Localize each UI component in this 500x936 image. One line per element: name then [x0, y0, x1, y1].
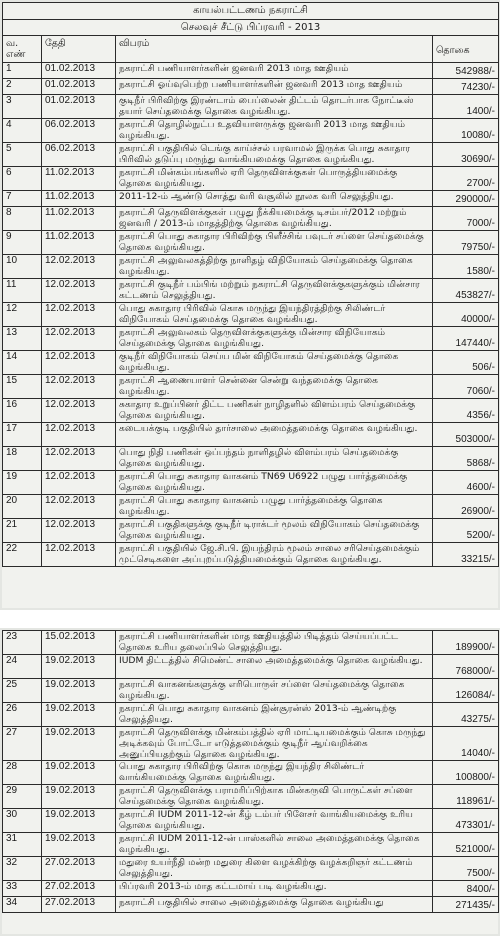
row-description: சுகாதார உறுப்பினர் திட்ட பணிகள் நாழிதளில் விளம்பரம் செய்தமைக்கு தொகை வழங்கியது.: [116, 399, 433, 423]
row-amount: 14040/-: [433, 727, 499, 761]
row-date: 19.02.2013: [42, 785, 116, 809]
row-amount: 33215/-: [433, 543, 499, 567]
row-description: 2011-12-ம் ஆண்டு சொத்து வரி வசூலில் நூலக வரி செலுத்தியது.: [116, 191, 433, 207]
row-date: 19.02.2013: [42, 655, 116, 679]
row-description: குடிநீர் பிரிவிற்கு இரண்டாம் பைப்லைன் திட்டம் தொடர்பாக நோட்டீஸ் தயார் செய்தமைக்கு தொகை வழங்கியது.: [116, 95, 433, 119]
row-description: நகராட்சி ஓய்வுபெற்ற பணியாளர்களின் ஜனவரி 2013 மாத ஊதியம்: [116, 79, 433, 95]
row-amount: 5868/-: [433, 447, 499, 471]
row-date: 15.02.2013: [42, 631, 116, 655]
row-description: நகராட்சி பணியாளர்களின் மாத ஊதியத்தில் பிடித்தம் செய்யப்பட்ட தொகை உரிய தலைப்பில் செலுத்தியது.: [116, 631, 433, 655]
table-row: [3, 519, 499, 543]
row-number: 2: [3, 79, 42, 95]
row-date: 12.02.2013: [42, 351, 116, 375]
row-description: நகராட்சி குடிநீர் பம்பிங் மற்றும் நகராட்சி தெருவிளக்குகளுக்கும் மின்சார கட்டணம் செலுத்தியது.: [116, 279, 433, 303]
row-amount: 30690/-: [433, 143, 499, 167]
row-amount: 7060/-: [433, 375, 499, 399]
row-date: 01.02.2013: [42, 95, 116, 119]
row-date: 12.02.2013: [42, 255, 116, 279]
table-row: [3, 399, 499, 423]
col-header-no: வ. எண்: [3, 36, 42, 63]
col-header-desc: விபரம்: [116, 36, 433, 63]
row-amount: 473301/-: [433, 809, 499, 833]
table-row: [3, 897, 499, 913]
row-date: 01.02.2013: [42, 79, 116, 95]
row-number: 32: [3, 857, 42, 881]
row-date: 12.02.2013: [42, 423, 116, 447]
row-description: மதுரை உயர்நீதி மன்ற மதுரை கிளை வழக்கிற்கு வழக்கறிஞர் கட்டணம் செலுத்தியது.: [116, 857, 433, 881]
row-date: 12.02.2013: [42, 471, 116, 495]
row-description: நகராட்சி பொது சுகாதார வாகனம் TN69 U6922 பழுது பார்த்தமைக்கு தொகை வழங்கியது.: [116, 471, 433, 495]
row-number: 3: [3, 95, 42, 119]
expense-table-continued: [2, 630, 499, 913]
row-date: 19.02.2013: [42, 679, 116, 703]
table-row: [3, 191, 499, 207]
row-description: நகராட்சி பகுதியில் சாலை அமைத்தமைக்கு தொகை வழங்கியது: [116, 897, 433, 913]
row-amount: 271435/-: [433, 897, 499, 913]
row-date: 06.02.2013: [42, 143, 116, 167]
table-row: [3, 785, 499, 809]
row-number: 18: [3, 447, 42, 471]
row-date: 11.02.2013: [42, 191, 116, 207]
row-amount: 8400/-: [433, 881, 499, 897]
row-description: நகராட்சி வாகனங்களுக்கு எரிபொருள் சப்ளை செய்தமைக்கு தொகை வழங்கியது.: [116, 679, 433, 703]
municipality-title: காயல்பட்டணம் நகராட்சி: [3, 3, 499, 20]
row-date: 19.02.2013: [42, 703, 116, 727]
row-date: 12.02.2013: [42, 495, 116, 519]
row-number: 10: [3, 255, 42, 279]
row-date: 12.02.2013: [42, 399, 116, 423]
row-amount: 4600/-: [433, 471, 499, 495]
row-number: 21: [3, 519, 42, 543]
row-number: 25: [3, 679, 42, 703]
row-description: IUDM திட்டத்தில் சிமெண்ட் சாலை அமைத்தமைக்கு தொகை வழங்கியது.: [116, 655, 433, 679]
row-description: கடையக்குடி பகுதியில் தார்சாலை அமைத்தமைக்கு தொகை வழங்கியது.: [116, 423, 433, 447]
row-number: 11: [3, 279, 42, 303]
row-amount: 43275/-: [433, 703, 499, 727]
row-date: 12.02.2013: [42, 327, 116, 351]
row-description: நகராட்சி தெருவிளக்கு மின்கம்பத்தில் ஏரி மாட்டியமைக்கும் கொசு மருந்து அடிக்கவும் போட்டோ எடுத்தமைக்கும் குடிநீர் ஆய்வறிக்கை அனுப்பியதற்கும் தொகை வழங்கியது.: [116, 727, 433, 761]
row-number: 27: [3, 727, 42, 761]
row-amount: 768000/-: [433, 655, 499, 679]
row-number: 9: [3, 231, 42, 255]
row-description: நகராட்சி தொழில்நுட்ப உதவியாளருக்கு ஜனவரி 2013 மாத ஊதியம் வழங்கியது.: [116, 119, 433, 143]
table-row: [3, 679, 499, 703]
row-amount: 7000/-: [433, 207, 499, 231]
row-date: 19.02.2013: [42, 833, 116, 857]
row-date: 12.02.2013: [42, 279, 116, 303]
table-row: [3, 119, 499, 143]
row-date: 11.02.2013: [42, 167, 116, 191]
row-amount: 1580/-: [433, 255, 499, 279]
row-date: 12.02.2013: [42, 447, 116, 471]
row-description: நகராட்சி பகுதிகளுக்கு குடிநீர் டிராக்டர் மூலம் விநியோகம் செய்தமைக்கு தொகை வழங்கியது.: [116, 519, 433, 543]
table-row: [3, 809, 499, 833]
row-date: 12.02.2013: [42, 519, 116, 543]
table-row: [3, 143, 499, 167]
table-row: [3, 231, 499, 255]
table-row: [3, 207, 499, 231]
row-description: நகராட்சி பகுதியில் டெங்கு காய்ச்சல் பரவாமல் இருக்க பொது சுகாதார பிரிவில் தடுப்பு மருந்து வாங்கியமைக்கு தொகை வழங்கியது.: [116, 143, 433, 167]
row-number: 12: [3, 303, 42, 327]
table-row: [3, 655, 499, 679]
row-amount: 521000/-: [433, 833, 499, 857]
table-row: [3, 543, 499, 567]
table-row: [3, 255, 499, 279]
row-amount: 26900/-: [433, 495, 499, 519]
table-row: [3, 95, 499, 119]
row-number: 13: [3, 327, 42, 351]
row-amount: 147440/-: [433, 327, 499, 351]
row-date: 19.02.2013: [42, 809, 116, 833]
ledger-sheet-bottom: [2, 630, 498, 934]
row-number: 15: [3, 375, 42, 399]
row-amount: 4356/-: [433, 399, 499, 423]
row-amount: 100800/-: [433, 761, 499, 785]
expense-table: [2, 2, 499, 567]
row-number: 6: [3, 167, 42, 191]
row-date: 12.02.2013: [42, 543, 116, 567]
row-number: 7: [3, 191, 42, 207]
table-row: [3, 303, 499, 327]
row-description: பொது சுகாதார பிரிவில் கொசு மருந்து இயந்திரத்திற்கு சிலிண்டர் விநியோகம் செய்தமைக்கு தொகை வழங்கியது.: [116, 303, 433, 327]
row-number: 33: [3, 881, 42, 897]
row-date: 06.02.2013: [42, 119, 116, 143]
row-number: 4: [3, 119, 42, 143]
table-row: [3, 471, 499, 495]
row-number: 23: [3, 631, 42, 655]
row-description: நகராட்சி தெருவிளக்கு பராமரிப்பிற்காக மின்கருவி பொருட்கள் சப்ளை செய்தமைக்கு தொகை வழங்கியது.: [116, 785, 433, 809]
row-date: 11.02.2013: [42, 231, 116, 255]
row-number: 29: [3, 785, 42, 809]
row-date: 12.02.2013: [42, 375, 116, 399]
table-row: [3, 79, 499, 95]
row-amount: 5200/-: [433, 519, 499, 543]
row-date: 27.02.2013: [42, 897, 116, 913]
row-description: நகராட்சி IUDM 2011-12-ன் பாஸ்களில் சாலை அமைத்தமைக்கு தொகை வழங்கியது.: [116, 833, 433, 857]
row-amount: 506/-: [433, 351, 499, 375]
row-description: பிப்ரவரி 2013-ம் மாத கட்டமாய் படி வழங்கியது.: [116, 881, 433, 897]
row-number: 30: [3, 809, 42, 833]
row-description: நகராட்சி ஆணையாளர் சென்னை சென்று வந்தமைக்கு தொகை வழங்கியது.: [116, 375, 433, 399]
row-number: 8: [3, 207, 42, 231]
row-amount: 1400/-: [433, 95, 499, 119]
row-number: 5: [3, 143, 42, 167]
row-date: 27.02.2013: [42, 857, 116, 881]
table-row: [3, 423, 499, 447]
row-number: 22: [3, 543, 42, 567]
row-description: நகராட்சி அலுவலகம் தெருவிளக்குகளுக்கு மின்சார விநியோகம் செய்தமைக்கு தொகை வழங்கியது.: [116, 327, 433, 351]
table-row: [3, 351, 499, 375]
row-description: நகராட்சி பொது சுகாதார வாகனம் இன்சூரன்ஸ் 2013-ம் ஆண்டிற்கு செலுத்தியது.: [116, 703, 433, 727]
table-row: [3, 833, 499, 857]
table-row: [3, 727, 499, 761]
row-description: நகராட்சி பணியாளர்களின் ஜனவரி 2013 மாத ஊதியம்: [116, 63, 433, 79]
row-description: நகராட்சி IUDM 2011-12-ன் கீழ் டம்பர் பிளேசர் வாங்கியமைக்கு உரிய தொகை வழங்கியது.: [116, 809, 433, 833]
table-row: [3, 857, 499, 881]
row-amount: 453827/-: [433, 279, 499, 303]
table-row: [3, 761, 499, 785]
row-date: 01.02.2013: [42, 63, 116, 79]
row-number: 19: [3, 471, 42, 495]
table-row: [3, 327, 499, 351]
page-gap: [0, 610, 500, 628]
table-row: [3, 279, 499, 303]
table-row: [3, 63, 499, 79]
report-subtitle: செலவுச் சீட்டு பிப்ரவரி - 2013: [3, 20, 499, 36]
row-amount: 503000/-: [433, 423, 499, 447]
row-description: நகராட்சி பொது சுகாதார வாகனம் பழுது பார்த்தமைக்கு தொகை வழங்கியது.: [116, 495, 433, 519]
table-row: [3, 447, 499, 471]
row-description: நகராட்சி பகுதியில் ஜே.சி.பி. இயந்திரம் மூலம் சாலை சரிசெய்தமைக்கும் முட்செடிகளை அப்புறப்படுத்தியமைக்கும் தொகை வழங்கியது.: [116, 543, 433, 567]
table-row: [3, 703, 499, 727]
row-date: 12.02.2013: [42, 303, 116, 327]
row-description: குடிநீர் விநியோகம் செய்ய மின் விநியோகம் செய்தமைக்கு தொகை வழங்கியது.: [116, 351, 433, 375]
row-amount: 290000/-: [433, 191, 499, 207]
row-date: 27.02.2013: [42, 881, 116, 897]
ledger-sheet-top: [2, 2, 498, 608]
row-number: 26: [3, 703, 42, 727]
row-number: 24: [3, 655, 42, 679]
row-date: 19.02.2013: [42, 727, 116, 761]
row-number: 28: [3, 761, 42, 785]
row-description: நகராட்சி பொது சுகாதார பிரிவிற்கு பிளீச்சிங் பவுடர் சப்ளை செய்தமைக்கு தொகை வழங்கியது.: [116, 231, 433, 255]
row-description: பொது நிதி பணிகள் ஒப்பந்தம் நாளிதழில் விளம்பரம் செய்தமைக்கு தொகை வழங்கியது.: [116, 447, 433, 471]
row-description: பொது சுகாதார பிரிவிற்கு கொசு மருந்து இயந்திர சிலிண்டர் வாங்கியமைக்கு தொகை வழங்கியது.: [116, 761, 433, 785]
row-amount: 40000/-: [433, 303, 499, 327]
row-date: 11.02.2013: [42, 207, 116, 231]
row-description: நகராட்சி மின்கம்பங்களில் ஏரி தெருவிளக்குகள் பொருத்தியமைக்கு தொகை வழங்கியது.: [116, 167, 433, 191]
row-number: 1: [3, 63, 42, 79]
row-description: நகராட்சி அலுவலகத்திற்கு நாளிதழ் விநியோகம் செய்தமைக்கு தொகை வழங்கியது.: [116, 255, 433, 279]
table-row: [3, 495, 499, 519]
row-number: 14: [3, 351, 42, 375]
row-date: 19.02.2013: [42, 761, 116, 785]
row-amount: 10080/-: [433, 119, 499, 143]
row-description: நகராட்சி தெருவிளக்குகள் பழுது நீக்கியமைக்கு டிசம்பர்/2012 மற்றும் ஜனவரி / 2013-ம் மாதத்திற்கு தொகை வழங்கியது.: [116, 207, 433, 231]
col-header-amount: தொகை: [433, 36, 499, 63]
row-amount: 118961/-: [433, 785, 499, 809]
table-row: [3, 881, 499, 897]
table-row: [3, 167, 499, 191]
row-number: 31: [3, 833, 42, 857]
row-amount: 79750/-: [433, 231, 499, 255]
col-header-date: தேதி: [42, 36, 116, 63]
row-amount: 7500/-: [433, 857, 499, 881]
row-number: 16: [3, 399, 42, 423]
row-amount: 542988/-: [433, 63, 499, 79]
row-amount: 189900/-: [433, 631, 499, 655]
row-amount: 74230/-: [433, 79, 499, 95]
table-row: [3, 631, 499, 655]
row-amount: 126084/-: [433, 679, 499, 703]
row-amount: 2700/-: [433, 167, 499, 191]
row-number: 17: [3, 423, 42, 447]
row-number: 20: [3, 495, 42, 519]
row-number: 34: [3, 897, 42, 913]
table-row: [3, 375, 499, 399]
